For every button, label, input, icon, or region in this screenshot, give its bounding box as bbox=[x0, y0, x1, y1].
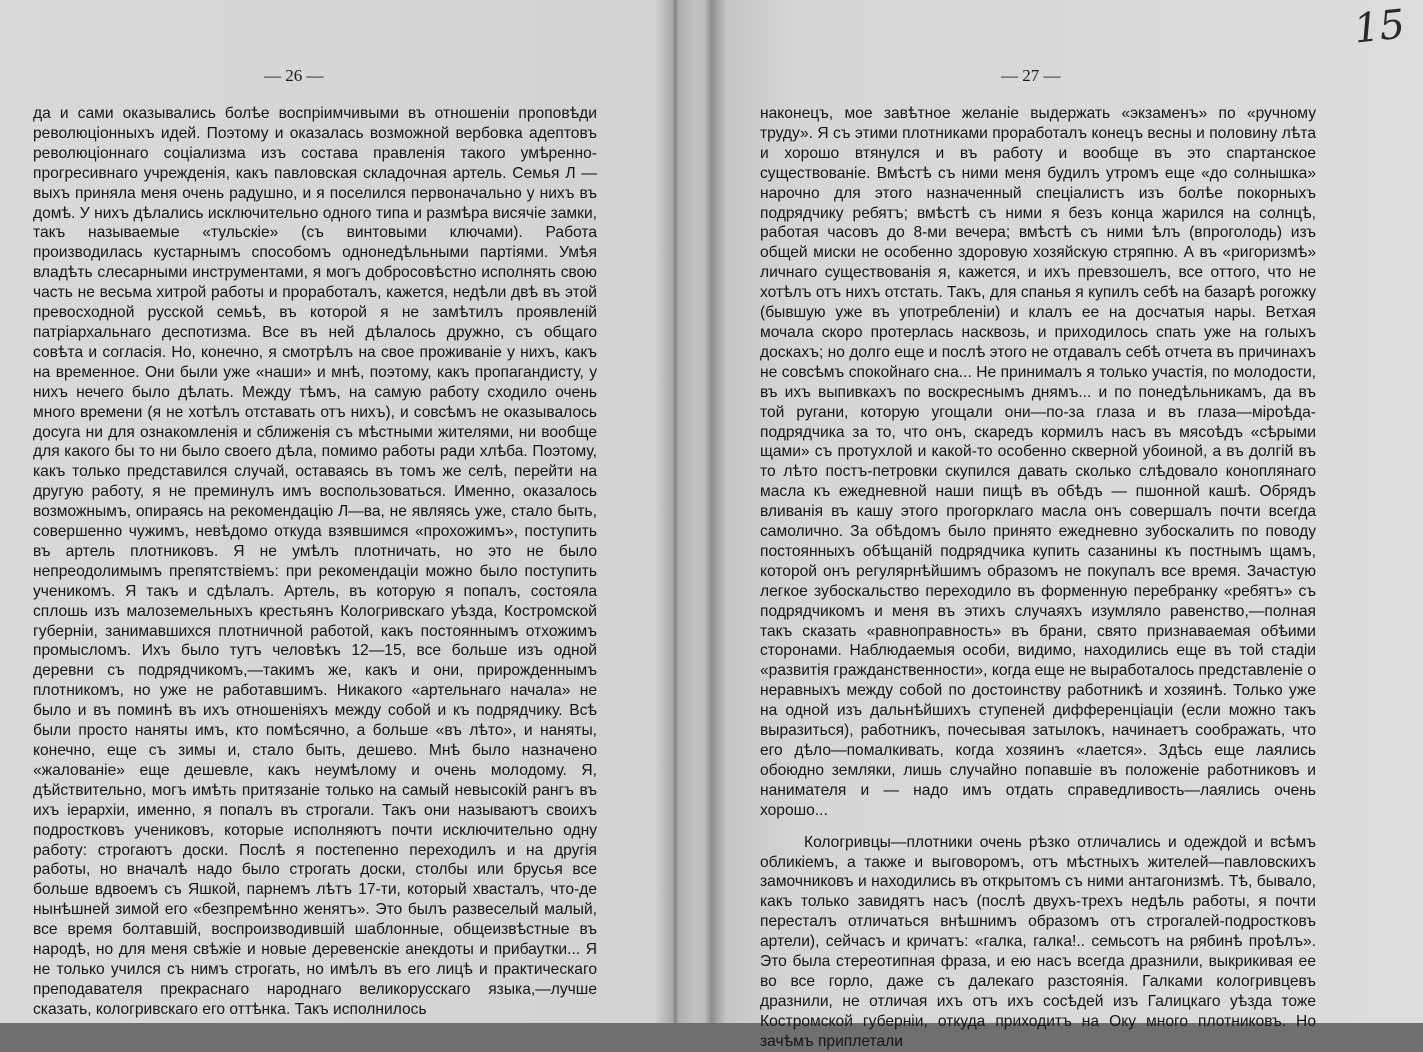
left-page bbox=[0, 0, 660, 1023]
right-page bbox=[690, 0, 1423, 1050]
book-gutter bbox=[655, 0, 695, 1023]
left-page-text: да и сами оказывались болѣе воспріимчивыми въ отношеніи проповѣди революціонныхъ идей. Поэтому и оказалась возможной вербовка адептовъ революціоннаго соціализма изъ состава правленія такого умѣренно-прогресивнаго учрежденія, какъ павловская складочная артель. Семья Л — выхъ приняла меня очень радушно, и я поселился первоначально у нихъ въ домѣ. У нихъ дѣлались исключительно одного типа и размѣра висячіе замки, такъ называемые «тульскіе» (съ винтовыми ключами). Работа производилась кустарнымъ способомъ однонедѣльными партіями. Умѣя владѣть слесарными инструментами, я могъ добросовѣстно исполнять свою часть не весьма хитрой работы и проработалъ, кажется, недѣли двѣ въ этой превосходной русской семьѣ, въ которой я не замѣтилъ проявленій патріархальнаго деспотизма. Все въ ней дѣлалось дружно, съ общаго совѣта и согласія. Но, конечно, я смотрѣлъ на свое проживаніе у нихъ, какъ на временное. Они были уже «наши» и мнѣ, поэтому, какъ пропагандисту, у нихъ нечего было дѣлать. Между тѣмъ, на самую работу сходило очень много времени (я не хотѣлъ отставать отъ нихъ), и совсѣмъ не оказывалось досуга ни для ознакомленія и сближенія съ мѣстными жителями, ни вообще для какого бы то ни было своего дѣла, помимо работы ради хлѣба. Поэтому, какъ только представился случай, оставаясь въ томъ же селѣ, перейти на другую работу, я не преминулъ имъ воспользоваться. Именно, оказалось возможнымъ, опираясь на рекомендацію Л—ва, не являясь уже, стало быть, совершенно чужимъ, невѣдомо откуда взявшимся «прохожимъ», поступить въ артель плотниковъ. Я не умѣлъ плотничать, но это не было непреодолимымъ препятствіемъ: при рекомендаціи можно было поступить ученикомъ. Я такъ и сдѣлалъ. Артель, въ которую я попалъ, состояла сплошь изъ малоземельныхъ крестьянъ Кологривскаго уѣзда, Костромской губерніи, занимавшихся плотничной работой, какъ постояннымъ отхожимъ промысломъ. Ихъ было тутъ человѣкъ 12—15, все больше изъ одной деревни съ подрядчикомъ,—такимъ же, какъ и они, прирожденнымъ плотникомъ, но уже не работавшимъ. Никакого «артельнаго начала» не было и въ поминѣ въ ихъ отношеніяхъ между собой и къ подрядчику. Всѣ были просто наняты имъ, кто помѣсячно, а больше «въ лѣто», и наняты, конечно, еще съ зимы и, стало быть, дешево. Мнѣ было назначено «жалованіе» еще дешевле, какъ неумѣлому и очень молодому. Я, дѣйствительно, могъ имѣть притязаніе только на самый невысокій рангъ въ ихъ іерархіи, именно, я попалъ въ строгали. Такъ они называютъ своихъ подростковъ учениковъ, которые исполняютъ почти исключительно одну работу: строгаютъ доски. Послѣ я постепенно переходилъ и на другія работы, но вначалѣ надо было строгать доски, столбы или брусья все больше вдвоемъ съ Яшкой, парнемъ лѣтъ 17-ти, который хвасталъ, что-де нынѣшней зимой его «безпремѣнно женятъ». Это былъ развеселый малый, все время болтавшій, воспроизводившій шаблонные, общеизвѣстные въ народѣ, но для меня свѣжіе и новые деревенскіе анекдоты и прибаутки... Я не только учился съ нимъ строгать, но имѣлъ въ его лицѣ и практическаго преподавателя прекраснаго народнаго великорусскаго языка,—лучше сказать, кологривскаго его оттѣнка. Такъ исполнилось bbox=[33, 105, 597, 1018]
page-number-27: — 27 — bbox=[1001, 66, 1061, 85]
right-paragraph-1: наконецъ, мое завѣтное желаніе выдержать «экзаменъ» по «ручному труду». Я съ этими плотниками проработалъ конецъ весны и половину лѣта и хорошо втянулся и въ работу и вообще въ это спартанское существованіе. Вмѣстѣ съ ними меня будилъ утромъ еще «до солнышка» нарочно для этого назначенный спеціалистъ изъ болѣе покорныхъ подрядчику ребятъ; вмѣстѣ съ ними я безъ конца жарился на солнцѣ, работая часовъ до 8-ми вечера; вмѣстѣ съ ними ѣлъ (впроголодь) изъ общей миски не особенно здоровую хозяйскую стряпню. А въ «ригоризмѣ» личнаго существованія я, кажется, и ихъ превзошелъ, все оттого, что не хотѣлъ отъ нихъ отстать. Такъ, для спанья я купилъ себѣ на базарѣ рогожку (бывшую уже въ употребленіи) и клалъ ее на досчатыя нары. Ветхая мочала скоро протерлась насквозь, и приходилось спать уже на голыхъ доскахъ; но долго еще и послѣ этого не отдавалъ себѣ отчета въ причинахъ не совсѣмъ спокойнаго сна... Не принималъ я только участія, по молодости, въ ихъ выпивкахъ по воскреснымъ днямъ... и по понедѣльникамъ, да въ той ругани, которую угощали они—по-за глаза и въ глаза—міроѣда-подрядчика за то, что онъ, скаредъ кормилъ насъ въ мясоѣдъ «сѣрыми щами» съ протухлой и какой-то особенно скверной убоиной, а въ долгій въ то лѣто постъ-петровки скупился давать сколько слѣдовало коноплянаго масла къ ежедневной наши пищѣ въ обѣдъ — пшонной кашѣ. Обрядъ вливанія въ кашу этого прогорклаго масла онъ совершалъ почти всегда самолично. За обѣдомъ было принято ежедневно зубоскалить по поводу постоянныхъ обѣщаній подрядчика купить сазанины къ постнымъ щамъ, которой онъ регулярнѣйшимъ образомъ не покупалъ все время. Зачастую легкое зубоскальство переходило въ форменную перебранку «ребятъ» съ подрядчикомъ и меня въ этихъ случаяхъ изумляло равенство,—полная такъ сказать «равноправность» въ брани, свято признаваемая обѣими сторонами. Наблюдаемыя особи, видимо, находились еще въ той стадіи «развитія гражданственности», когда еще не выработалось представленіе о неравныхъ между собой по достоинству работникѣ и хозяинѣ. Только уже на одной изъ дальнѣйшихъ ступеней дифференціаціи (если можно такъ выразиться), работникъ, почесывая затылокъ, начинаетъ соображать, что его дѣло—помалкивать, когда хозяинъ «лается». Здѣсь еще лаялись обоюдно земляки, лишь случайно попавшіе въ положеніе работниковъ и нанимателя и — надо имъ отдать справедливость—лаялись очень хорошо... bbox=[760, 105, 1316, 819]
handwritten-folio-number: 15 bbox=[1351, 1, 1408, 53]
page-number-26: — 26 — bbox=[264, 66, 324, 85]
right-paragraph-2: Кологривцы—плотники очень рѣзко отличались и одеждой и всѣмъ обликіемъ, а также и выговоромъ, отъ мѣстныхъ жителей—павловскихъ замочниковъ и находились въ открытомъ съ ними антагонизмѣ. Тѣ, бывало, какъ только завидятъ насъ (послѣ двухъ-трехъ недѣль работы, я почти пересталъ отличаться внѣшнимъ образомъ отъ строгалей-подростковъ артели), сейчасъ и кричатъ: «галка, галка!.. семьсотъ на рябинѣ проѣлъ». Это была стереотипная фраза, и ею насъ всегда дразнили, выкрикивая ее во все горло, даже съ далекаго разстоянія. Галками кологривцевъ дразнили, не отличая ихъ отъ ихъ сосѣдей изъ Галицкаго уѣзда тоже Костромской губерніи, откуда приходитъ на Оку много плотниковъ. Но зачѣмъ приплетали bbox=[760, 833, 1316, 1050]
right-page-text bbox=[760, 104, 1316, 1052]
